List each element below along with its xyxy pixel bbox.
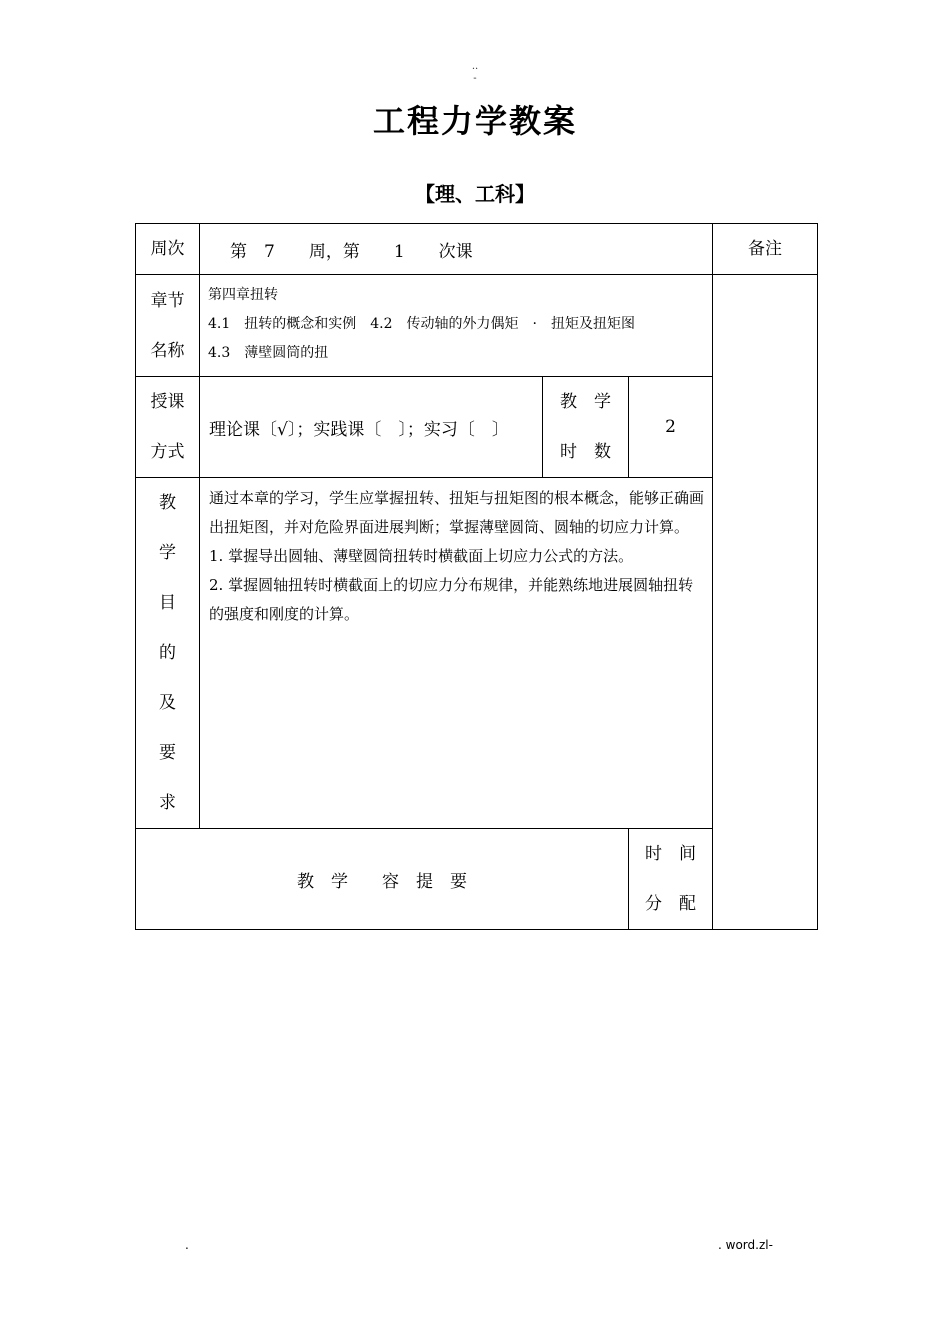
chapter-label-line-2: 名称 [150, 340, 185, 361]
chapter-label-line-1: 章节 [150, 290, 185, 311]
page-title: 工程力学教案 [372, 102, 577, 140]
footer-left: . [185, 1238, 189, 1252]
goals-label-char: 学 [159, 543, 176, 563]
hours-value: 2 [629, 377, 713, 478]
goals-paragraph: 2. 掌握圆轴扭转时横截面上的切应力分布规律，并能熟练地进展圆轴扭转的强度和刚度的计算。 [209, 576, 694, 623]
goals-label-char: 目 [159, 593, 176, 613]
goals-label-char: 教 [159, 493, 176, 513]
header-mark-bottom: - [473, 73, 477, 84]
content-outline-label: 教 学 容 提 要 [136, 829, 629, 930]
chapter-line: 4.1 扭转的概念和实例 4.2 传动轴的外力偶矩 · 扭矩及扭矩图 [208, 316, 635, 332]
goals-paragraph: 通过本章的学习，学生应掌握扭转、扭矩与扭矩图的根本概念，能够正确画出扭矩图，并对危险界面进展判断；掌握薄壁圆筒、圆轴的切应力计算。 [209, 489, 705, 536]
goals-label [136, 478, 200, 829]
week-label: 周次 [136, 224, 200, 275]
remarks-label: 备注 [713, 224, 818, 275]
page-subtitle: 【理、工科】 [415, 182, 535, 206]
method-label [136, 377, 200, 478]
goals-label-char: 及 [159, 693, 176, 713]
chapter-line: 4.3 薄壁圆筒的扭 [208, 345, 329, 361]
hours-label-line-1: 教 学 [560, 392, 611, 412]
footer-right: . word.zl- [718, 1238, 773, 1252]
time-label-line-1: 时 间 [645, 844, 697, 864]
chapter-name [200, 275, 713, 377]
goals-label-char: 要 [159, 743, 176, 763]
lesson-plan-table [135, 223, 818, 930]
hours-label-line-2: 时 数 [560, 442, 611, 462]
remarks-cell [713, 275, 818, 930]
method-label-line-2: 方式 [150, 442, 185, 462]
method-label-line-1: 授课 [150, 392, 185, 412]
goals-paragraph: 1. 掌握导出圆轴、薄壁圆筒扭转时横截面上切应力公式的方法。 [209, 547, 634, 565]
chapter-label [136, 275, 200, 377]
teaching-goals [200, 478, 713, 829]
goals-label-char: 的 [159, 643, 176, 663]
hours-label [543, 377, 629, 478]
goals-label-char: 求 [159, 793, 176, 813]
chapter-line: 第四章扭转 [208, 287, 278, 303]
header-mark-top: .. [471, 61, 479, 72]
time-allocation-label [629, 829, 713, 930]
week-value: 第 7 周，第 1 次课 [200, 224, 713, 275]
time-label-line-2: 分 配 [645, 894, 697, 914]
teaching-method: 理论课〔√〕；实践课〔 〕；实习〔 〕 [200, 377, 543, 478]
